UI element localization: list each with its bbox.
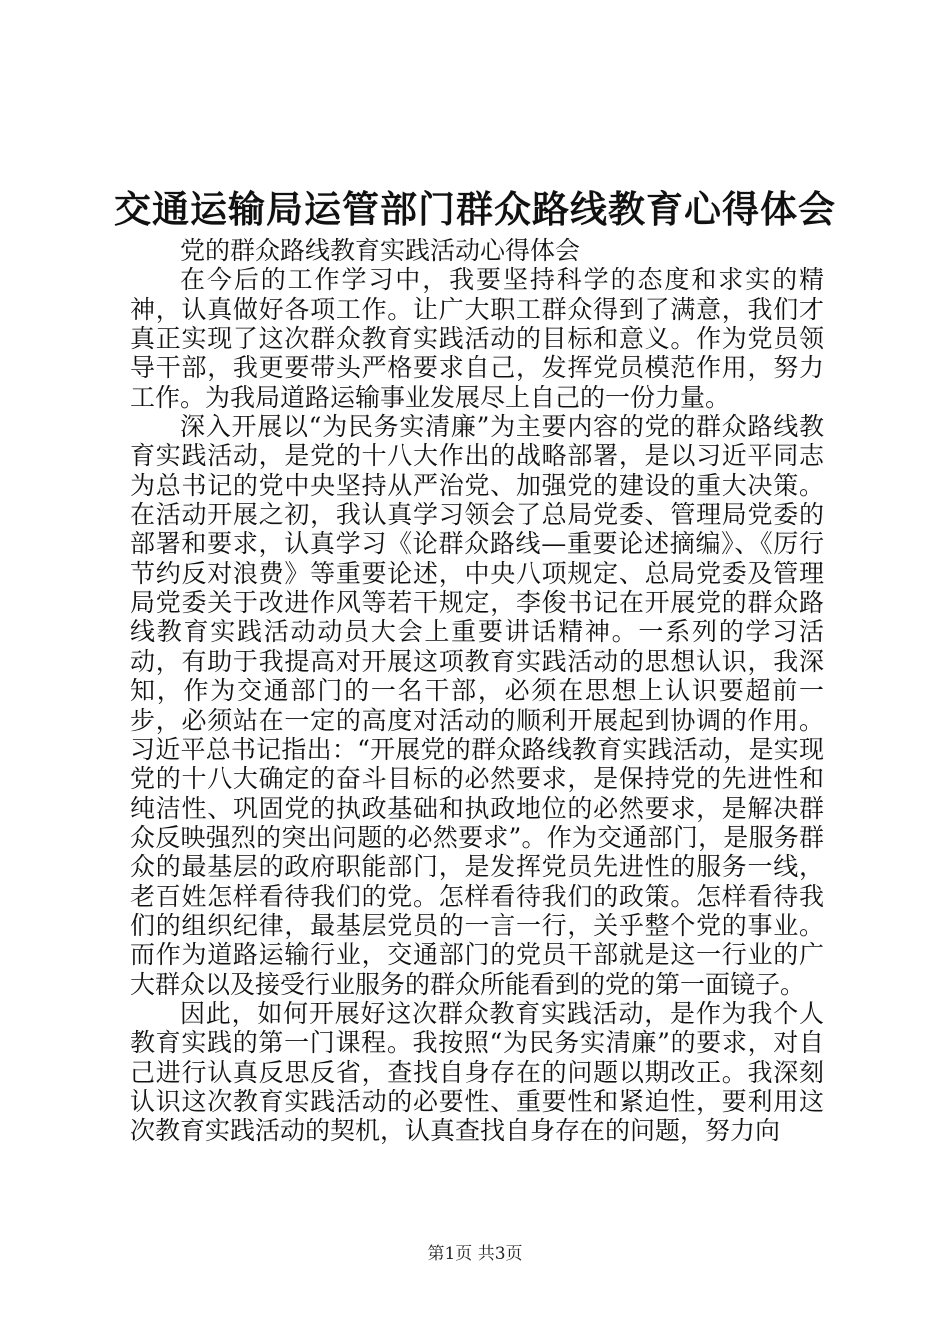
document-body — [130, 236, 824, 1146]
document-title: 交通运输局运管部门群众路线教育心得体会 — [114, 187, 836, 231]
paragraph-3: 因此，如何开展好这次群众教育实践活动，是作为我个人教育实践的第一门课程。我按照“为民务实清廉”的要求，对自己进行认真反思反省，查找自身存在的问题以期改正。我深刻认识这次教育实践活动的必要性、重要性和紧迫性，要利用这次教育实践活动的契机，认真查找自身存在的问题，努力向 — [130, 998, 824, 1146]
page-number: 第1页 — [427, 1244, 473, 1264]
page-total: 共3页 — [477, 1244, 523, 1264]
page-footer — [0, 1242, 950, 1266]
paragraph-1: 在今后的工作学习中，我要坚持科学的态度和求实的精神，认真做好各项工作。让广大职工群众得到了满意，我们才真正实现了这次群众教育实践活动的目标和意义。作为党员领导干部，我更要带头严格要求自己，发挥党员模范作用，努力工作。为我局道路运输事业发展尽上自己的一份力量。 — [130, 265, 824, 412]
document-subtitle: 党的群众路线教育实践活动心得体会 — [180, 236, 581, 265]
paragraph-2: 深入开展以“为民务实清廉”为主要内容的党的群众路线教育实践活动，是党的十八大作出的战略部署，是以习近平同志为总书记的党中央坚持从严治党、加强党的建设的重大决策。在活动开展之初，我认真学习领会了总局党委、管理局党委的部署和要求，认真学习《论群众路线—重要论述摘编》、《厉行节约反对浪费》等重要论述，中央八项规定、总局党委及管理局党委关于改进作风等若干规定，李俊书记在开展党的群众路线教育实践活动动员大会上重要讲话精神。一系列的学习活动，有助于我提高对开展这项教育实践活动的思想认识，我深知，作为交通部门的一名干部，必须在思想上认识要超前一步，必须站在一定的高度对活动的顺利开展起到协调的作用。习近平总书记指出：“开展党的群众路线教育实践活动，是实现党的十八大确定的奋斗目标的必然要求，是保持党的先进性和纯洁性、巩固党的执政基础和执政地位的必然要求，是解决群众反映强烈的突出问题的必然要求”。作为交通部门，是服务群众的最基层的政府职能部门，是发挥党员先进性的服务一线，老百姓怎样看待我们的党。怎样看待我们的政策。怎样看待我们的组织纪律，最基层党员的一言一行，关乎整个党的事业。而作为道路运输行业，交通部门的党员干部就是这一行业的广大群众以及接受行业服务的群众所能看到的党的第一面镜子。 — [130, 412, 824, 999]
